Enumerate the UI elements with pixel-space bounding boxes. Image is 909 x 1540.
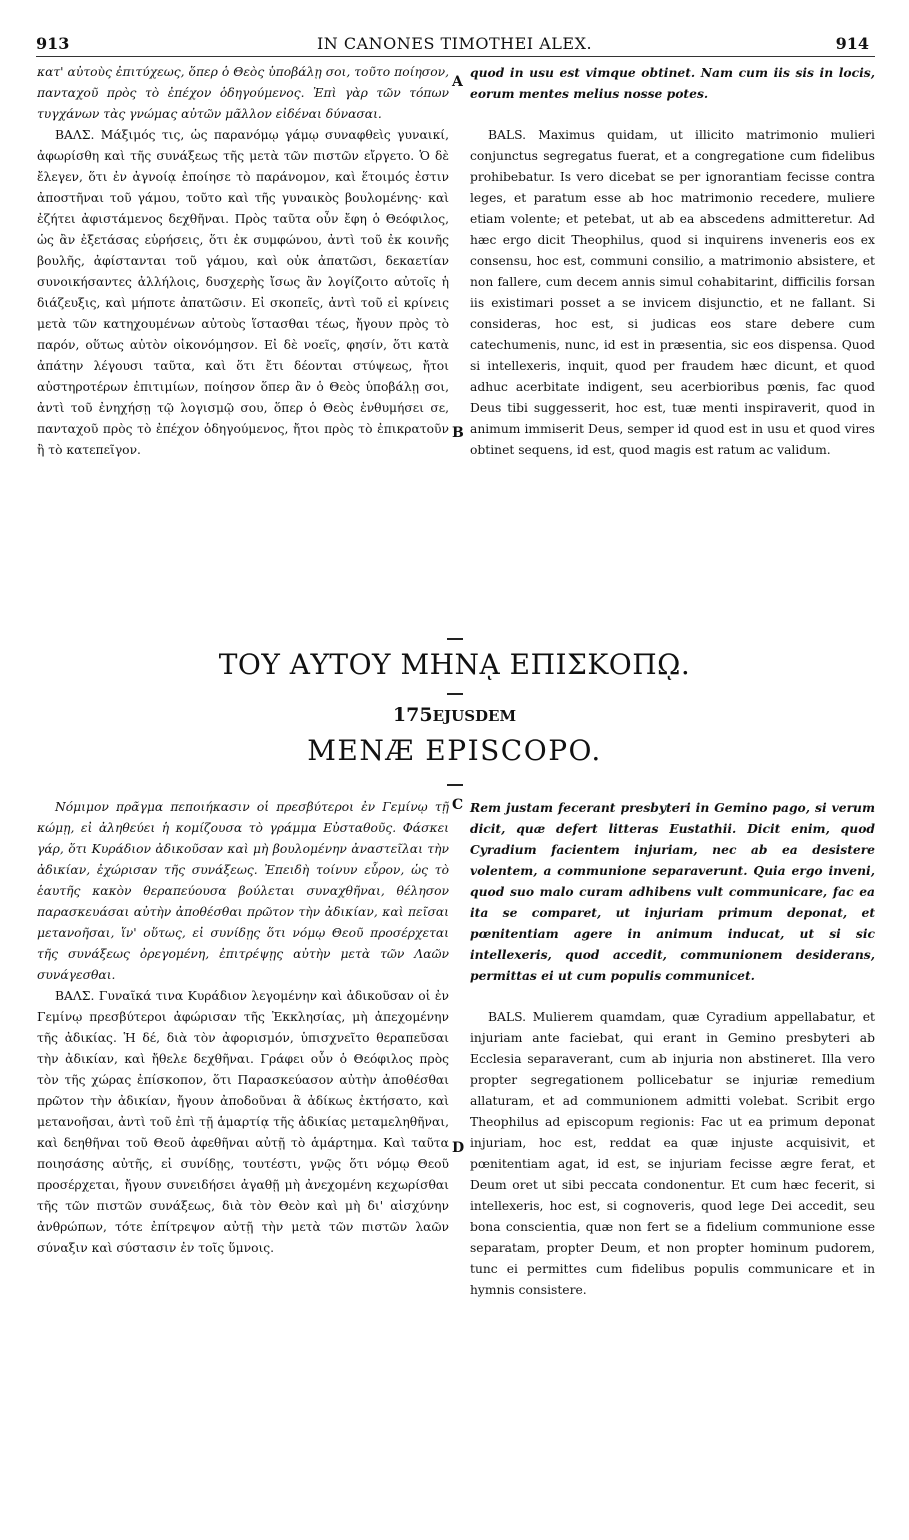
- latin-column-bottom: [470, 797, 875, 1301]
- margin-letter-a: A: [452, 74, 463, 90]
- latin-commentary: BALS. Maximus quidam, ut illicito matrimonio mulieri conjunctus segregatus fuerat, et a congregatione cum fidelibus prohibebatur. Is vero dicebat se per ignorantiam fecisse contra leges, et paratum esse ab hoc matrimonio recedere, muliere etiam volente; et petebat, ut ab ea abscedens admitteretur. Ad hæc ergo dicit Theophilus, quod si inquirens inveneris eos ex consensu, hoc est, communi consilio, a matrimonio absistere, et non fallere, cum decem annis simul cohabitarint, difficilis forsan iis existimari posset a se invicem disjunctio, et ne fallant. Si consideras, hoc est, si judicas eos stare debere cum catechumenis, nunc, id est in præsentia, sic eos dispensa. Quod si intellexeris, inquit, quod per fraudem hæc dicunt, et quod adhuc acerbitate indigent, seu acerbioribus pœnis, fac quod Deus tibi suggesserit, hoc est, tuæ menti inspiraverit, quod in animum immiserit Deus, semper id quod est in usu et quod vires obtinet sequens, id est, quod magis est ratum ac validum.: [470, 128, 875, 457]
- divider-dash: [447, 638, 463, 640]
- greek-title: ΤΟΥ ΑΥΤΟΥ ΜΗΝᾼ ΕΠΙΣΚΟΠῼ.: [218, 648, 691, 681]
- latin-letter-text: Rem justam fecerant presbyteri in Gemino pago, si verum dicit, quæ defert litteras Eustathii. Dicit enim, quod Cyradium facientem injuriam, nec ab ea desistere volentem, a communione separaverunt. Quia ergo inveni, quod suo malo curam adhibens vult communicare, fac ea ita se comparet, ut injuriam primum deponat, et pœnitentiam agere in animum inducat, ut si sic intellexeris, quod accedit, communionem desiderans, permittas ei ut cum populis communicet.: [470, 800, 875, 983]
- margin-letter-d: D: [452, 1140, 465, 1156]
- greek-canon-text: κατ' αὐτοὺς ἐπιτύχεως, ὅπερ ὁ Θεὸς ὑποβάλῃ σοι, τοῦτο ποίησον, πανταχοῦ πρὸς τὸ ἐπέχον ὁδηγούμενος. Ἐπὶ γὰρ τῶν τόπων τυγχάνων τὰς γνώμας αὐτῶν μᾶλλον εἰδέναι δύνασαι.: [37, 65, 449, 121]
- divider-dash: [447, 693, 463, 695]
- latin-column-top: [470, 62, 875, 461]
- letter-number-heading: [0, 704, 909, 726]
- greek-commentary: ΒΑΛΣ. Μάξιμός τις, ὡς παρανόμῳ γάμῳ συναφθεὶς γυναικί, ἀφωρίσθη καὶ τῆς συνάξεως τῆς μετὰ τῶν πιστῶν εἴργετο. Ὁ δὲ ἔλεγεν, ὅτι ἐν ἀγνοίᾳ ἐποίησε τὸ παράνομον, καὶ ἕτοιμός ἐστιν ἀποστῆναι τοῦ γάμου, τοῦτο καὶ τῆς γυναικὸς βουλομένης· καὶ ἐζήτει ἀφιστάμενος δεχθῆναι. Πρὸς ταῦτα οὖν ἔφη ὁ Θεόφιλος, ὡς ἂν ἐξετάσας εὑρήσεις, ὅτι ἐκ συμφώνου, ἀντὶ τοῦ ἐκ κοινῆς βουλῆς, ἀφίστανται τοῦ γάμου, καὶ οὐκ ἀπατῶσι, δεκαετίαν συνοικήσαντες ἀλλήλοις, δυσχερὴς ἴσως ἂν λογίζοιτο αὐτοῖς ἡ διάζευξις, καὶ μήποτε ἀπατῶσιν. Εἰ σκοπεῖς, ἀντὶ τοῦ εἰ κρίνεις μετὰ τῶν κατηχουμένων αὐτοὺς ἵστασθαι τέως, ἤγουν πρὸς τὸ παρόν, οὕτως αὐτὸν οἰκονόμησον. Εἰ δὲ νοεῖς, φησίν, ὅτι κατὰ ἀπάτην λέγουσι ταῦτα, καὶ ὅτι ἔτι δέονται στύψεως, ἤτοι αὐστηροτέρων ἐπιτιμίων, ποίησον ὅπερ ἂν ὁ Θεὸς ὑποβάλῃ σοι, ἀντὶ τοῦ ἐνηχήσῃ τῷ λογισμῷ σου, ὅπερ ὁ Θεὸς ἐνθυμήσει σε, πανταχοῦ πρὸς τὸ ἐπέχον ὁδηγούμενος, ἤτοι πρὸς τὸ ἐπικρατοῦν ἢ τὸ κατεπεῖγον.: [37, 128, 449, 457]
- greek-column-bottom: [37, 797, 449, 1259]
- margin-letter-b: B: [452, 425, 464, 441]
- running-title: IN CANONES TIMOTHEI ALEX.: [316, 34, 593, 53]
- letter-number: 175: [392, 704, 433, 726]
- page-number-left: 913: [36, 34, 70, 53]
- latin-title: MENÆ EPISCOPO.: [307, 734, 602, 767]
- greek-letter-text: Νόμιμον πρᾶγμα πεποιήκασιν οἱ πρεσβύτεροι ἐν Γεμίνῳ τῇ κώμῃ, εἰ ἀληθεύει ἡ κομίζουσα τὸ γράμμα Εὐσταθοῦς. Φάσκει γάρ, ὅτι Κυράδιον ἀδικοῦσαν καὶ μὴ βουλομένην ἀναστεῖλαι τὴν ἀδικίαν, ἐχώρισαν τῆς συνάξεως. Ἐπειδὴ τοίνυν εὗρον, ὡς τὸ ἑαυτῆς κακὸν θεραπεύουσα βούλεται συναχθῆναι, θέλησον παρασκευάσαι αὐτὴν ἀποθέσθαι πρῶτον τὴν ἀδικίαν, καὶ πεῖσαι μετανοῆσαι, ἵν' οὕτως, εἰ συνίδῃς ὅτι νόμῳ Θεοῦ προσέρχεται τῆς συνάξεως ὀρεγομένη, ἐπιτρέψῃς αὐτὴν μετὰ τῶν Λαῶν συνάγεσθαι.: [37, 800, 449, 982]
- header-rule: [36, 56, 875, 57]
- ejusdem-label: EJUSDEM: [432, 707, 517, 725]
- greek-commentary-2: ΒΑΛΣ. Γυναῖκά τινα Κυράδιον λεγομένην καὶ ἀδικοῦσαν οἱ ἐν Γεμίνῳ πρεσβύτεροι ἀφώρισαν τῆς Ἐκκλησίας, μὴ ἀπεχομένην τῆς ἀδικίας. Ἡ δέ, διὰ τὸν ἀφορισμόν, ὑπισχνεῖτο θεραπεῦσαι τὴν ἀδικίαν, καὶ ἤθελε δεχθῆναι. Γράφει οὖν ὁ Θεόφιλος πρὸς τὸν τῆς χώρας ἐπίσκοπον, ὅτι Παρασκεύασον αὐτὴν ἀποθέσθαι πρῶτον τὴν ἀδικίαν, ἤγουν ἀποδοῦναι ἃ ἀδίκως ἐκτήσατο, καὶ μετανοῆσαι, ἀντὶ τοῦ ἐπὶ τῇ ἁμαρτίᾳ τῆς ἀδικίας μεταμεληθῆναι, καὶ δεηθῆναι τοῦ Θεοῦ ἀφεθῆναι αὐτῇ τὸ ἁμάρτημα. Καὶ ταῦτα ποιησάσης αὐτῆς, εἰ συνίδῃς, τουτέστι, γνῷς ὅτι νόμῳ Θεοῦ προσέρχεται, ἤγουν συνειδήσει ἀγαθῇ μὴ ἀνεχομένη κεχωρίσθαι τῆς τῶν πιστῶν συνάξεως, διὰ τὸν Θεὸν καὶ μὴ δι' αἰσχύνην ἀνθρώπων, τότε ἐπίτρεψον αὐτῇ τὴν μετὰ τῶν πιστῶν λαῶν σύναξιν καὶ σύστασιν ἐν τοῖς ὕμνοις.: [37, 989, 449, 1255]
- page-number-right: 914: [835, 34, 869, 53]
- margin-letter-c: C: [452, 797, 464, 813]
- running-header: [0, 34, 909, 54]
- divider-dash: [447, 784, 463, 786]
- greek-column-top: [37, 62, 449, 461]
- latin-canon-text: quod in usu est vimque obtinet. Nam cum iis sis in locis, eorum mentes melius nosse potes.: [470, 65, 875, 101]
- latin-commentary-2: BALS. Mulierem quamdam, quæ Cyradium appellabatur, et injuriam ante faciebat, qui erant in Gemino presbyteri ab Ecclesia separaverant, cum ab injuria non abstineret. Illa vero propter segregationem pollicebatur se injuriæ remedium allaturam, et ad communionem admitti volebat. Scribit ergo Theophilus ad episcopum regionis: Fac ut ea primum deponat injuriam, hoc est, reddat ea quæ injuste acquisivit, et pœnitentiam agat, id est, se injuriam fecisse ægre ferat, et Deum oret ut sibi peccata condonentur. Et cum hæc fecerit, si intellexeris, hoc est, si cognoveris, quod lege Dei accedit, seu bona conscientia, quæ non fert se a fidelium communione esse separatam, propter Deum, et non propter hominum pudorem, tunc ei permittes cum fidelibus populis communicare et in hymnis consistere.: [470, 1010, 875, 1297]
